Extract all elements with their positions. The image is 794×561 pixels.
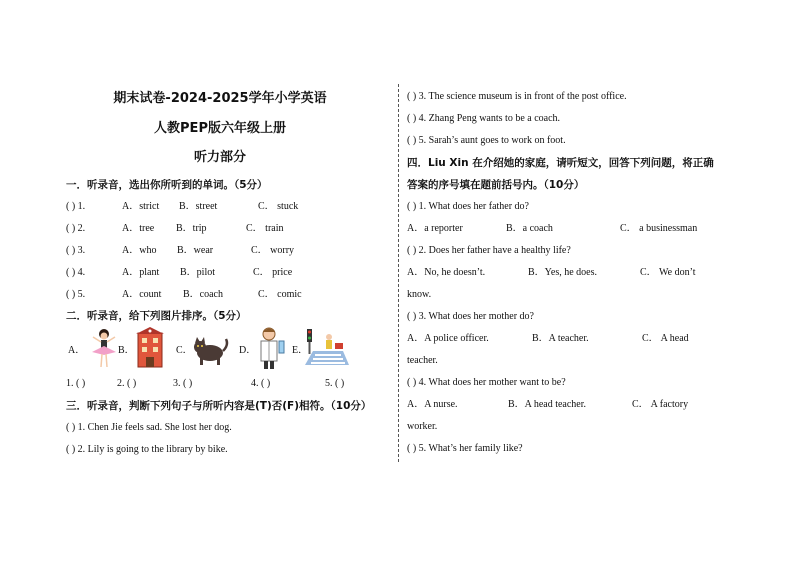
q2-option-a: A．No, he doesn’t. (407, 267, 486, 278)
section1-heading: 一．听录音，选出你所听到的单词。（5分） (66, 179, 268, 191)
option-b: B．coach (183, 289, 223, 300)
q4-option-b: B．A head teacher. (508, 399, 587, 410)
q2-option-c-cont: know. (407, 289, 432, 300)
option-b: B．trip (176, 223, 207, 234)
option-b: B．street (179, 201, 218, 212)
item-number[interactable]: ( ) 5. (66, 289, 86, 300)
column-divider (398, 84, 399, 462)
picture-label-a: A． (68, 345, 86, 356)
question-4[interactable]: ( ) 4. What does her mother want to be? (407, 377, 566, 388)
traffic-crossing-picture (303, 325, 351, 371)
true-false-item[interactable]: ( ) 3. The science museum is in front of the post office. (407, 91, 627, 102)
q3-option-c: C． A head (642, 333, 689, 344)
true-false-item[interactable]: ( ) 1. Chen Jie feels sad. She lost her dog. (66, 422, 232, 433)
q4-option-c-cont: worker. (407, 421, 438, 432)
q3-option-b: B．A teacher. (532, 333, 589, 344)
section4-heading: 四．Liu Xin 在介绍她的家庭，请听短文，回答下列问题，将正确 (407, 157, 714, 169)
picture-label-e: E． (292, 345, 309, 356)
option-c: C． worry (251, 245, 295, 256)
option-a: A．strict (122, 201, 160, 212)
order-answer-4[interactable]: 4. ( ) (251, 378, 271, 389)
section2-heading: 二．听录音，给下列图片排序。（5分） (66, 310, 247, 322)
q3-option-a: A．A police officer. (407, 333, 489, 344)
picture-label-c: C． (176, 345, 193, 356)
section3-heading: 三．听录音，判断下列句子与所听内容是(T)否(F)相符。（10分） (66, 400, 372, 412)
question-2[interactable]: ( ) 2. Does her father have a healthy life? (407, 245, 571, 256)
option-a: A．tree (122, 223, 155, 234)
option-c: C． price (253, 267, 293, 278)
item-number[interactable]: ( ) 2. (66, 223, 86, 234)
item-number[interactable]: ( ) 1. (66, 201, 86, 212)
building-picture (130, 325, 170, 371)
picture-label-d: D． (239, 345, 257, 356)
order-answer-2[interactable]: 2. ( ) (117, 378, 137, 389)
true-false-item[interactable]: ( ) 5. Sarah’s aunt goes to work on foot. (407, 135, 566, 146)
option-a: A．who (122, 245, 157, 256)
true-false-item[interactable]: ( ) 4. Zhang Peng wants to be a coach. (407, 113, 561, 124)
exam-subtitle: 人教PEP版六年级上册 (154, 121, 286, 136)
option-a: A．count (122, 289, 162, 300)
exam-title: 期末试卷-2024-2025学年小学英语 (113, 91, 327, 106)
item-number[interactable]: ( ) 4. (66, 267, 86, 278)
question-5[interactable]: ( ) 5. What’s her family like? (407, 443, 523, 454)
order-answer-3[interactable]: 3. ( ) (173, 378, 193, 389)
cat-picture (190, 325, 230, 371)
q1-option-a: A．a reporter (407, 223, 463, 234)
q4-option-a: A．A nurse. (407, 399, 458, 410)
order-answer-1[interactable]: 1. ( ) (66, 378, 86, 389)
q2-option-c: C． We don’t (640, 267, 696, 278)
q4-option-c: C． A factory (632, 399, 689, 410)
scientist-picture (252, 325, 292, 371)
question-1[interactable]: ( ) 1. What does her father do? (407, 201, 529, 212)
option-b: B．wear (177, 245, 214, 256)
q2-option-b: B．Yes, he does. (528, 267, 597, 278)
ballerina-picture (84, 325, 124, 371)
option-c: C． train (246, 223, 284, 234)
question-3[interactable]: ( ) 3. What does her mother do? (407, 311, 534, 322)
option-b: B．pilot (180, 267, 216, 278)
listening-part-title: 听力部分 (193, 150, 246, 165)
true-false-item[interactable]: ( ) 2. Lily is going to the library by bike. (66, 444, 228, 455)
option-c: C． comic (258, 289, 302, 300)
item-number[interactable]: ( ) 3. (66, 245, 86, 256)
q1-option-b: B．a coach (506, 223, 553, 234)
option-a: A．plant (122, 267, 160, 278)
picture-label-b: B． (118, 345, 135, 356)
order-answer-5[interactable]: 5. ( ) (325, 378, 345, 389)
option-c: C． stuck (258, 201, 299, 212)
section4-heading-cont: 答案的序号填在题前括号内。（10分） (407, 179, 585, 191)
q3-option-c-cont: teacher. (407, 355, 438, 366)
q1-option-c: C． a businessman (620, 223, 698, 234)
